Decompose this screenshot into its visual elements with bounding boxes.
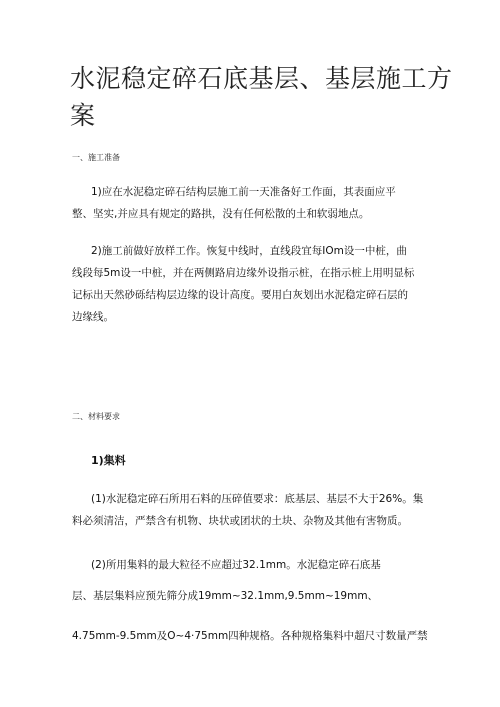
paragraph-line: 边缘线。 [72,311,114,323]
paragraph-line: 2)施工前做好放样工作。恢复中线时，直线段宜每IOm设一中桩，曲 [91,245,407,257]
paragraph-line: (1)水泥稳定碎石所用石料的压碎值要求：底基层、基层不大于26%。集 [91,493,424,505]
paragraph-line: 层、基层集料应预先筛分成19mm~32.1mm,9.5mm~19mm、 [72,590,379,602]
paragraph-line: 记标出天然砂砾结构层边缘的设计高度。要用白灰划出水泥稳定碎石层的 [72,289,408,301]
paragraph-line: 1)应在水泥稳定碎石结构层施工前一天准备好工作面，其表面应平 [91,186,396,198]
paragraph-prep-2 [72,240,434,328]
paragraph-material-2 [72,554,434,647]
paragraph-line: 线段每5m设一中桩，并在两侧路肩边缘外设指示桩，在指示桩上用明显标 [72,267,415,279]
paragraph-line: 4.75mm-9.5mm及O~4·75mm四种规格。各种规格集料中超尺寸数量严禁 [72,630,428,642]
paragraph-line: 整、坚实,并应具有规定的路拱，没有任何松散的土和软弱地点。 [72,208,370,220]
title-line-2: 案 [70,101,96,130]
paragraph-prep-1 [72,181,434,225]
section-heading-materials: 二、材料要求 [72,412,120,421]
document-title [70,60,453,134]
paragraph-material-1 [72,488,434,532]
paragraph-line: (2)所用集料的最大粒径不应超过32.1mm。水泥稳定碎石底基 [91,559,381,571]
subheading-aggregate: 1)集料 [91,454,126,467]
section-heading-preparation: 一、施工准备 [72,153,120,162]
paragraph-line: 料必须清洁，严禁含有机物、块状或团状的土块、杂物及其他有害物质。 [72,515,408,527]
title-line-1: 水泥稳定碎石底基层、基层施工方 [70,64,453,93]
